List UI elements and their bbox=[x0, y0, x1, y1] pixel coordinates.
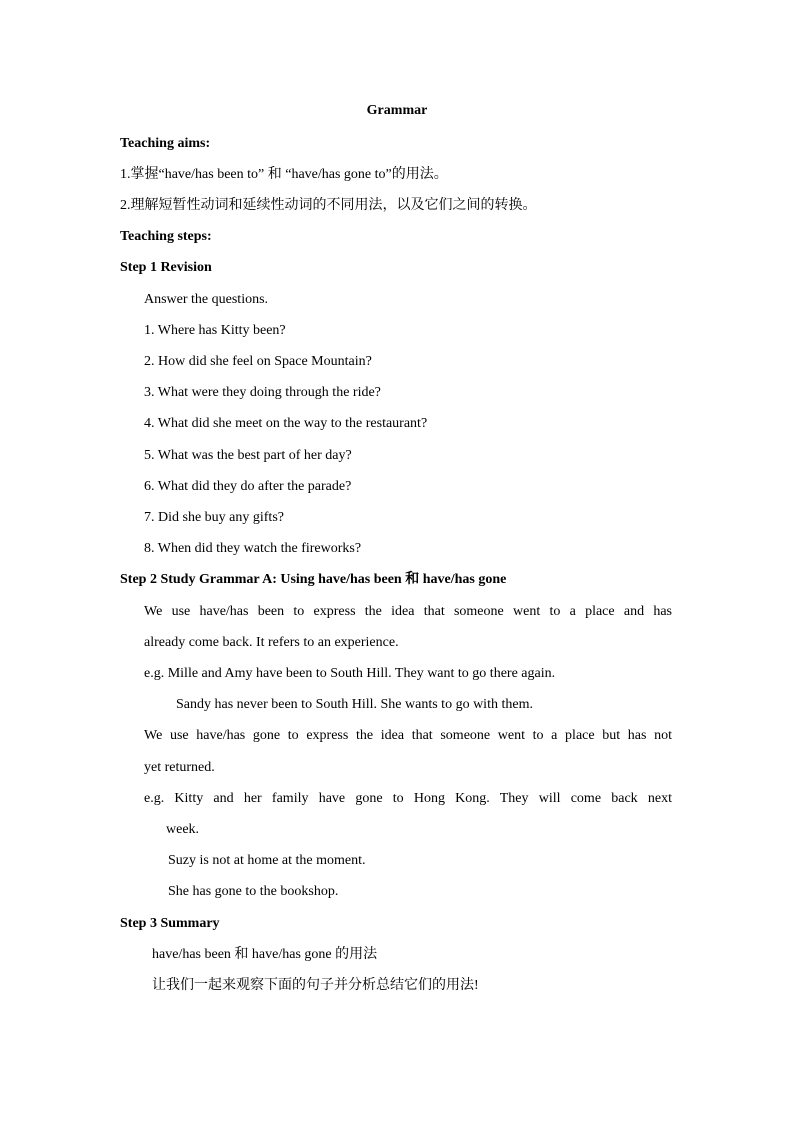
teaching-aims-heading: Teaching aims: bbox=[120, 136, 211, 151]
step1-intro: Answer the questions. bbox=[144, 292, 269, 307]
revision-question: 8. When did they watch the fireworks? bbox=[144, 541, 362, 556]
step2-paragraph-line: We use have/has gone to express the idea that someone went to a place but has not bbox=[144, 728, 672, 743]
teaching-aim-item: 1.掌握“have/has been to” 和 “have/has gone to”的用法。 bbox=[120, 167, 448, 182]
document-title: Grammar bbox=[366, 103, 428, 118]
example-line: She has gone to the bookshop. bbox=[168, 884, 339, 899]
teaching-steps-heading: Teaching steps: bbox=[120, 229, 212, 244]
revision-question: 6. What did they do after the parade? bbox=[144, 479, 352, 494]
revision-question: 7. Did she buy any gifts? bbox=[144, 510, 284, 525]
summary-line: 让我们一起来观察下面的句子并分析总结它们的用法! bbox=[152, 978, 479, 993]
step2-paragraph-line: yet returned. bbox=[144, 760, 215, 775]
summary-line: have/has been 和 have/has gone 的用法 bbox=[152, 947, 378, 962]
revision-question: 2. How did she feel on Space Mountain? bbox=[144, 354, 372, 369]
step2-heading: Step 2 Study Grammar A: Using have/has been 和 have/has gone bbox=[120, 572, 507, 587]
example-line: Sandy has never been to South Hill. She wants to go with them. bbox=[176, 697, 533, 712]
example-line: e.g. Mille and Amy have been to South Hill. They want to go there again. bbox=[144, 666, 556, 681]
example-line: Suzy is not at home at the moment. bbox=[168, 853, 366, 868]
step1-heading: Step 1 Revision bbox=[120, 260, 212, 275]
step2-paragraph-line: We use have/has been to express the idea that someone went to a place and has bbox=[144, 604, 672, 619]
example-line: e.g. Kitty and her family have gone to Hong Kong. They will come back next bbox=[144, 791, 672, 806]
step3-heading: Step 3 Summary bbox=[120, 916, 220, 931]
step2-paragraph-line: already come back. It refers to an experience. bbox=[144, 635, 399, 650]
revision-question: 4. What did she meet on the way to the restaurant? bbox=[144, 416, 428, 431]
teaching-aim-item: 2.理解短暂性动词和延续性动词的不同用法，以及它们之间的转换。 bbox=[120, 198, 537, 213]
revision-question: 1. Where has Kitty been? bbox=[144, 323, 286, 338]
example-line: week. bbox=[166, 822, 200, 837]
revision-question: 5. What was the best part of her day? bbox=[144, 448, 352, 463]
revision-question: 3. What were they doing through the ride? bbox=[144, 385, 381, 400]
